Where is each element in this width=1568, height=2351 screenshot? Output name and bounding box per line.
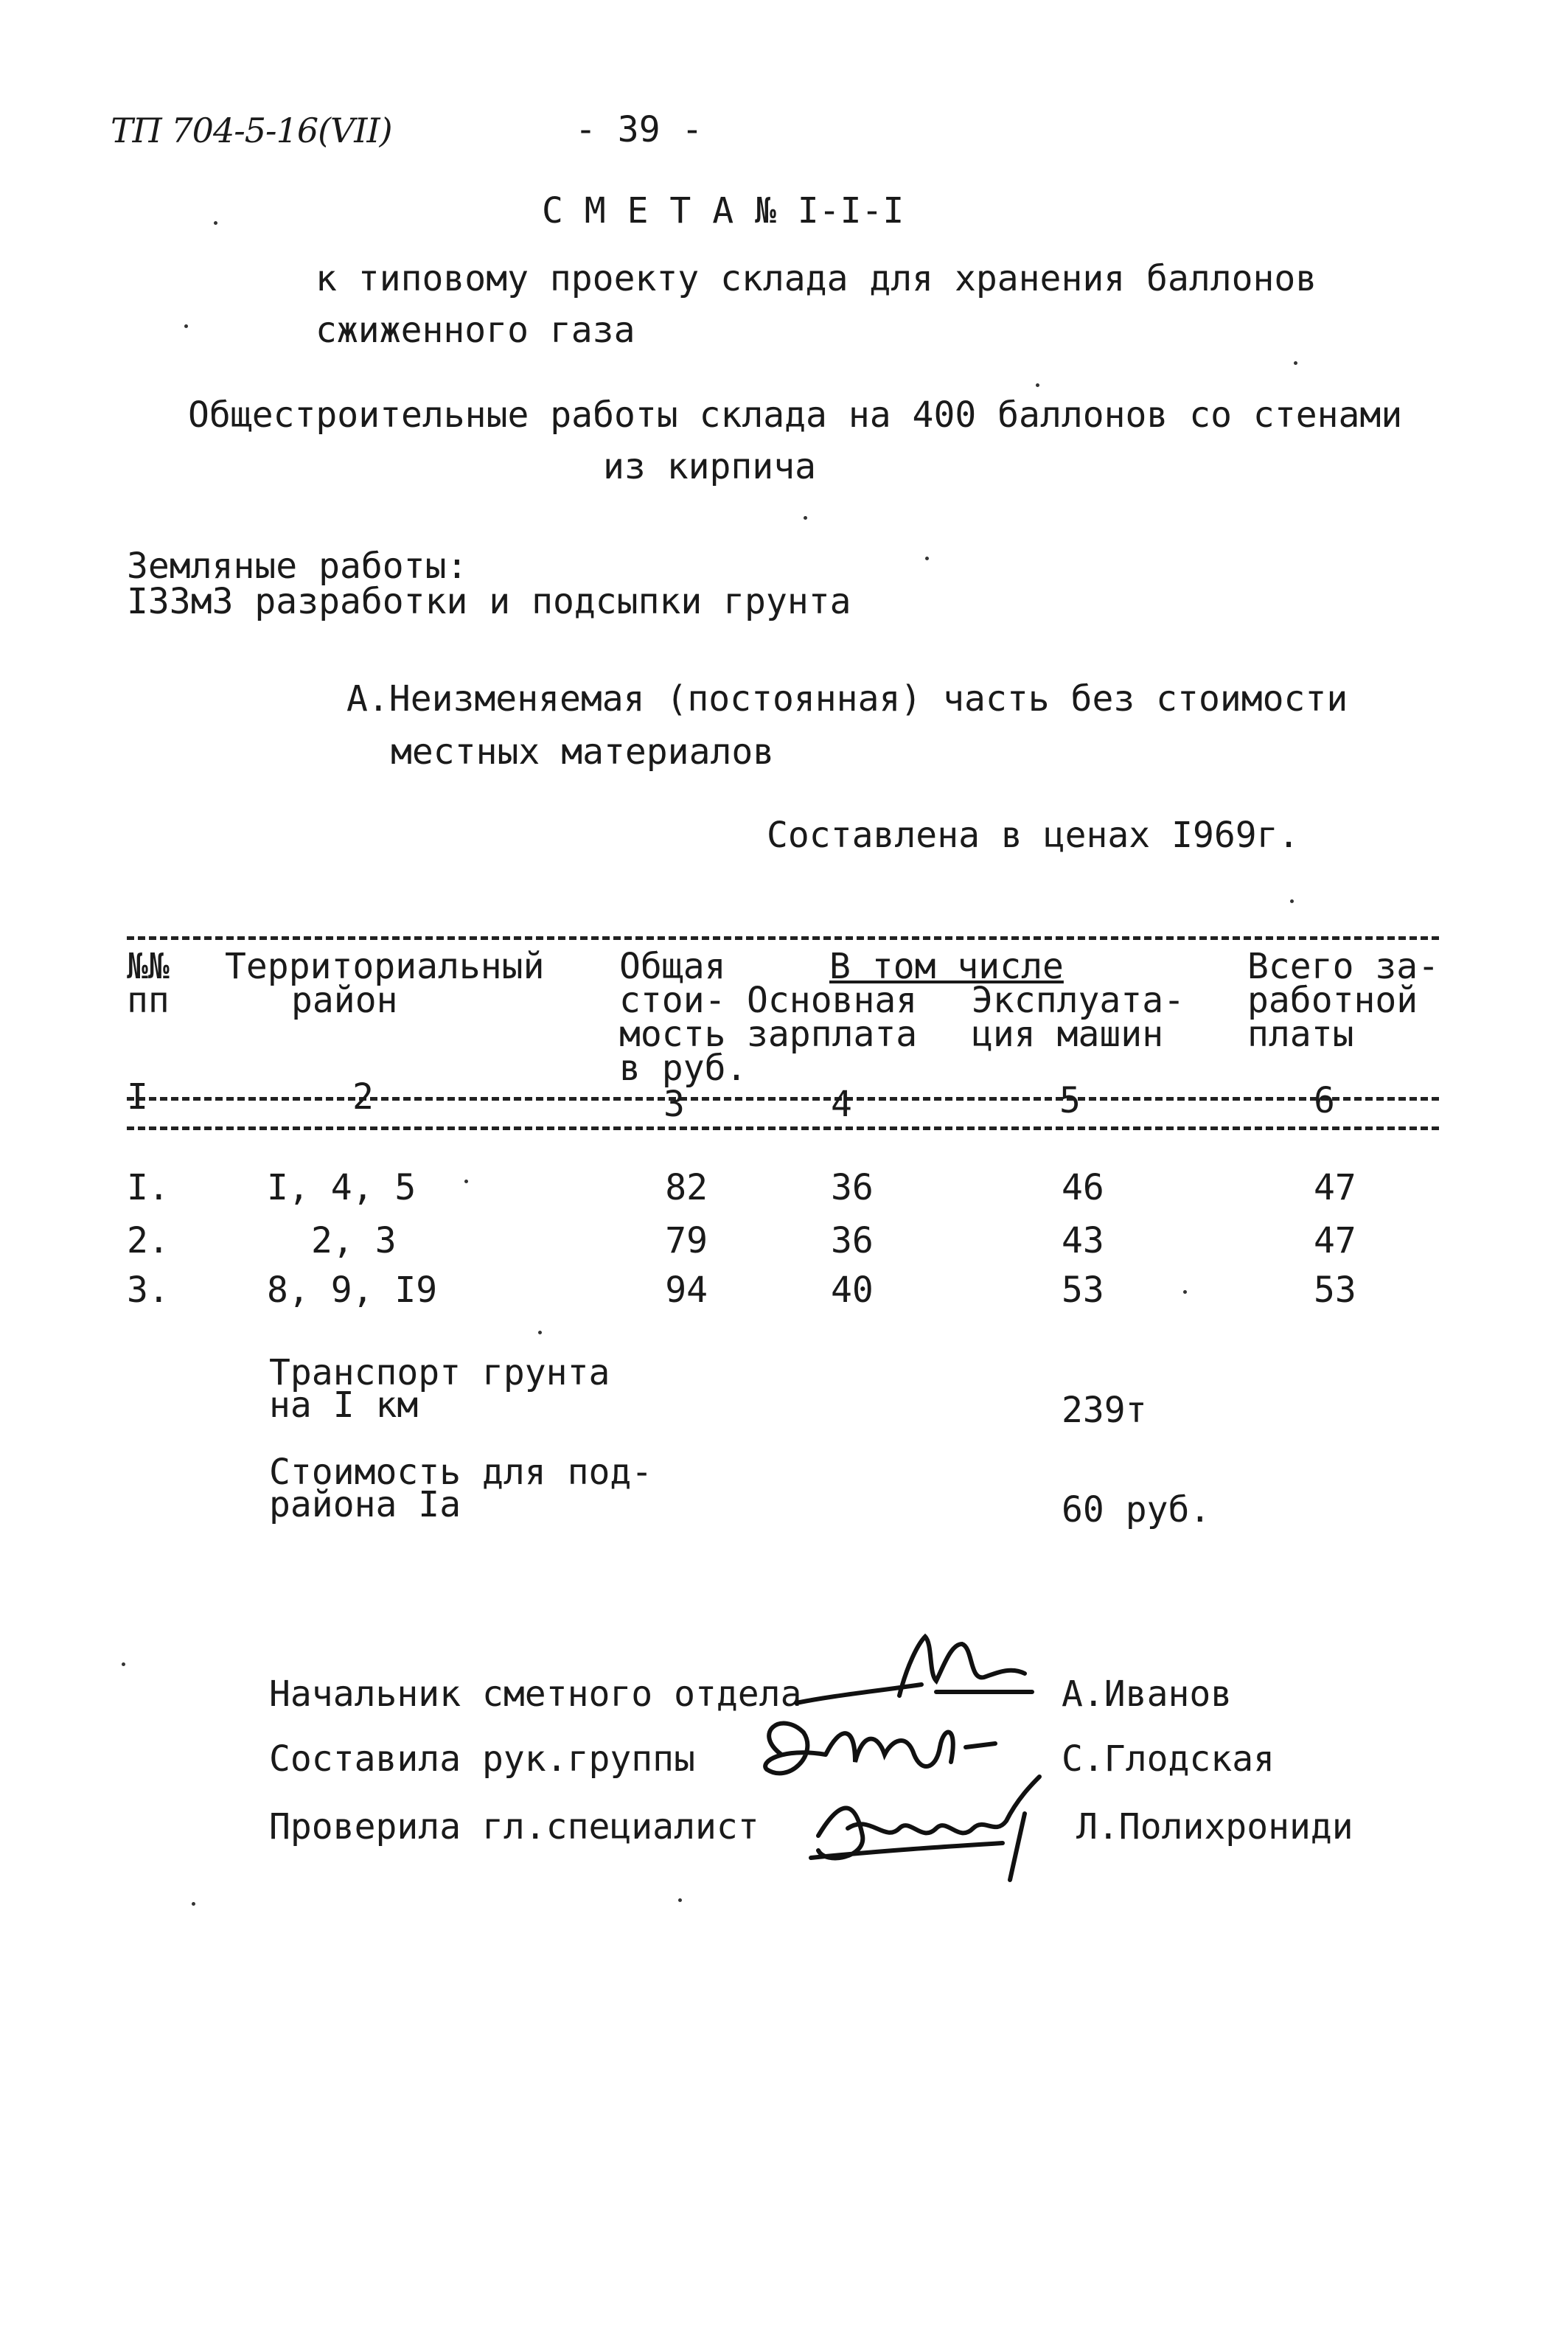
col-number-1: I: [127, 1076, 148, 1118]
works-description: I33м3 разработки и подсыпки грунта: [127, 581, 851, 622]
signature-role-2: Составила рук.группы: [269, 1738, 695, 1780]
transport-label: Транспорт грунта на I км: [269, 1352, 610, 1426]
signature-role-3: Проверила гл.специалист: [269, 1806, 759, 1847]
handwritten-signature-3: [796, 1769, 1062, 1895]
row-machines: 43: [1062, 1220, 1104, 1261]
row-wages: 53: [1314, 1269, 1356, 1311]
row-total: 79: [665, 1220, 708, 1261]
scan-speck: [1036, 383, 1039, 387]
header-machine-operation: Эксплуата- ция машин: [972, 980, 1185, 1055]
header-region: Территориальный район: [225, 946, 545, 1021]
column-numbers-top-rule: [127, 1097, 1439, 1101]
row-machines: 53: [1062, 1269, 1104, 1311]
header-total-cost: Общая стои- мость в руб.: [619, 946, 748, 1089]
subregion-cost-label: Стоимость для под- района Iа: [269, 1452, 653, 1525]
scan-speck: [192, 1902, 195, 1906]
header-bottom-rule: [127, 1126, 1439, 1130]
row-salary: 36: [831, 1167, 874, 1208]
page-number: - 39 -: [575, 109, 703, 150]
header-including: В том числе: [829, 946, 1064, 987]
scan-speck: [1183, 1290, 1187, 1294]
header-total-wages: Всего за- работной платы: [1247, 946, 1440, 1055]
document-code: ТП 704-5-16(VII): [111, 111, 392, 150]
scan-speck: [804, 516, 807, 520]
scan-speck: [1294, 361, 1297, 365]
header-base-salary: Основная зарплата: [747, 980, 918, 1055]
row-salary: 36: [831, 1220, 874, 1261]
row-num: 3.: [127, 1269, 170, 1311]
title-line-2: сжиженного газа: [316, 310, 635, 351]
row-total: 94: [665, 1269, 708, 1311]
table-top-rule: [127, 936, 1439, 940]
subtitle-line-2: из кирпича: [603, 446, 816, 487]
col-number-6: 6: [1314, 1080, 1335, 1121]
row-salary: 40: [831, 1269, 874, 1311]
col-number-5: 5: [1059, 1080, 1081, 1121]
col-number-2: 2: [352, 1076, 374, 1118]
estimate-title: С М Е Т А № I-I-I: [542, 190, 905, 231]
row-total: 82: [665, 1167, 708, 1208]
row-num: I.: [127, 1167, 170, 1208]
scan-speck: [464, 1180, 468, 1183]
header-num: №№ пп: [127, 946, 170, 1021]
row-region: 2, 3: [311, 1220, 397, 1261]
transport-value: 239т: [1062, 1390, 1147, 1431]
row-machines: 46: [1062, 1167, 1104, 1208]
scan-speck: [678, 1898, 682, 1902]
subregion-cost-value: 60 руб.: [1062, 1489, 1211, 1530]
row-region: 8, 9, I9: [267, 1269, 438, 1311]
part-line-2: местных материалов: [391, 731, 775, 773]
works-label: Земляные работы:: [127, 546, 468, 587]
scan-speck: [925, 557, 929, 560]
prices-note: Составлена в ценах I969г.: [767, 815, 1300, 856]
scan-speck: [184, 324, 188, 328]
signature-name-3: Л.Полихрониди: [1076, 1806, 1353, 1847]
scan-speck: [1290, 899, 1294, 903]
row-wages: 47: [1314, 1220, 1356, 1261]
scan-speck: [122, 1662, 125, 1666]
row-region: I, 4, 5: [267, 1167, 417, 1208]
col-number-4: 4: [831, 1084, 852, 1125]
subtitle-line-1: Общестроительные работы склада на 400 баллонов со стенами: [188, 394, 1403, 436]
signature-name-1: А.Иванов: [1062, 1673, 1233, 1715]
signature-name-2: С.Глодская: [1062, 1738, 1275, 1780]
row-wages: 47: [1314, 1167, 1356, 1208]
title-line-1: к типовому проекту склада для хранения баллонов: [316, 258, 1317, 299]
scan-speck: [538, 1331, 542, 1334]
row-num: 2.: [127, 1220, 170, 1261]
signature-role-1: Начальник сметного отдела: [269, 1673, 802, 1715]
scan-speck: [214, 221, 217, 225]
col-number-3: 3: [663, 1084, 685, 1125]
part-line-1: А.Неизменяемая (постоянная) часть без стоимости: [346, 678, 1348, 720]
